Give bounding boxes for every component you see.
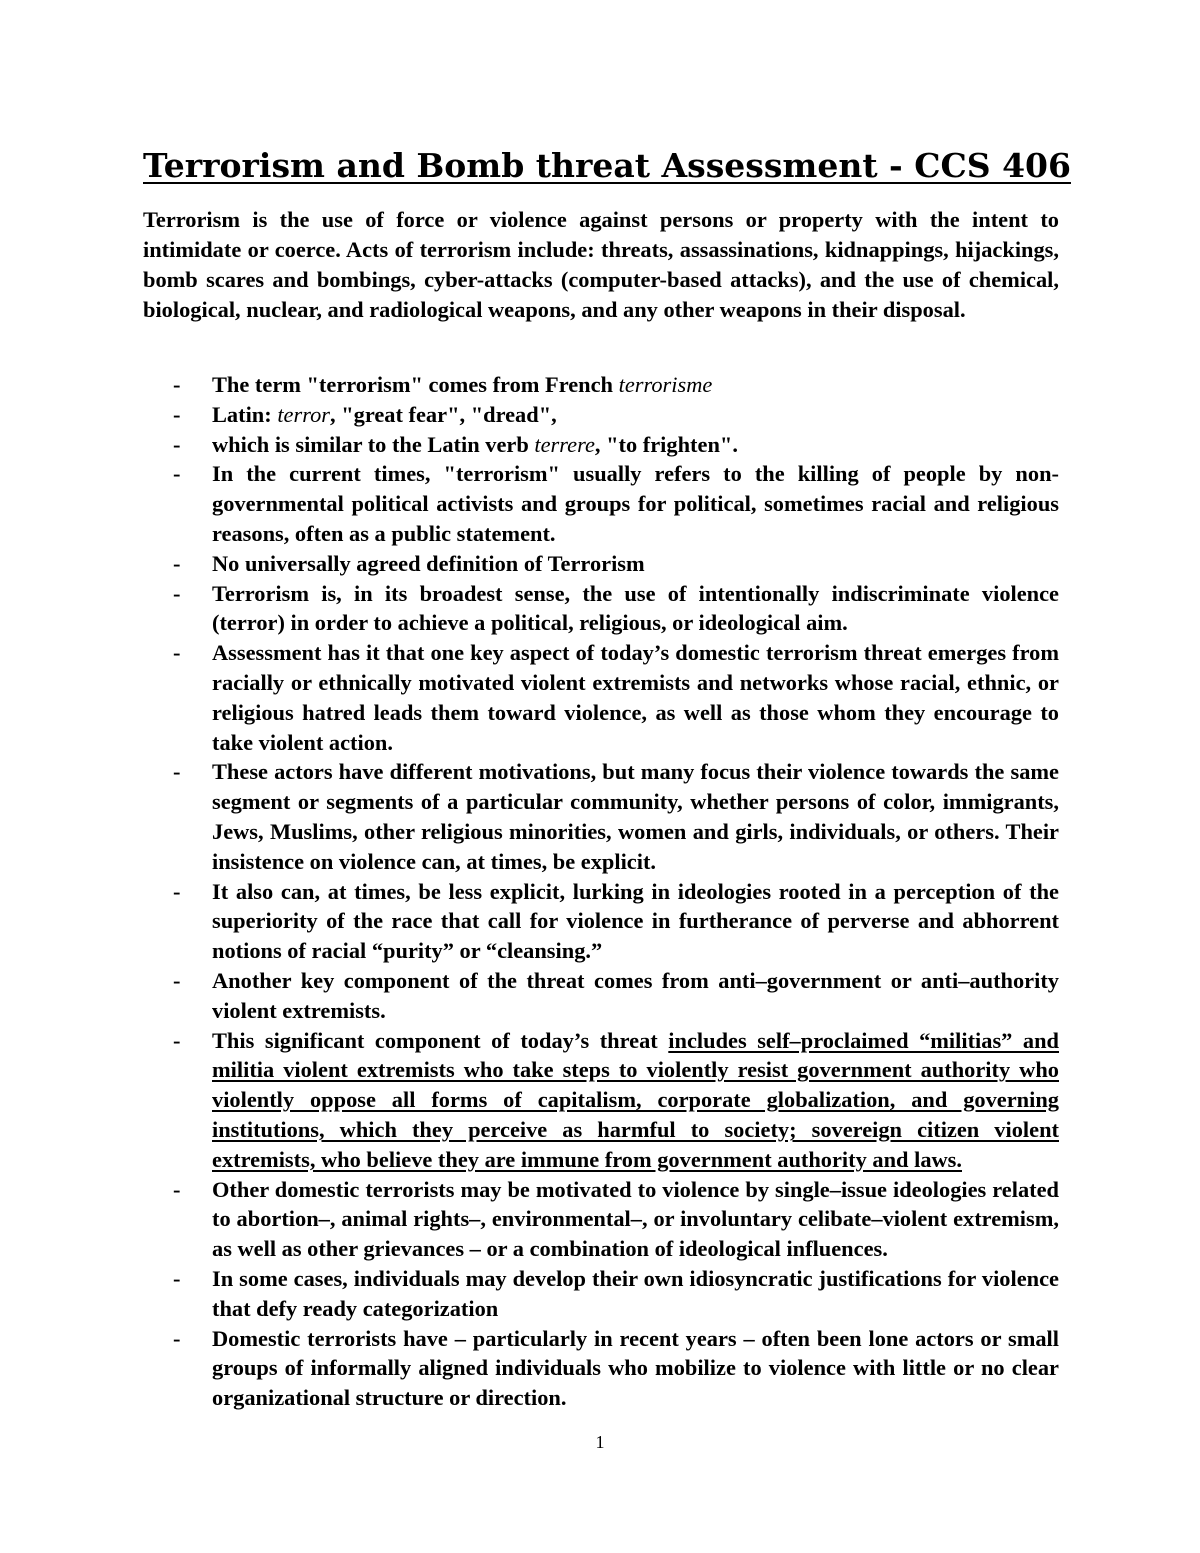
list-item xyxy=(143,579,1059,639)
bullet-text: Assessment has it that one key aspect of today’s domestic terrorism threat emerges from racially or ethnically motivated violent extremists and networks whose racial, ethnic, or religious hatred leads them toward violence, as well as those whom they encourage to take violent action. xyxy=(212,640,1059,755)
list-item xyxy=(143,1324,1059,1413)
bullet-list xyxy=(143,370,1059,1413)
bullet-italic-term: terrere xyxy=(534,431,595,457)
bullet-text: Other domestic terrorists may be motivated to violence by single–issue ideologies related to abortion–, animal rights–, environmental–, or involuntary celibate–violent extremism, as well as other grievances – or a combination of ideological influences. xyxy=(212,1176,1059,1262)
bullet-dash: - xyxy=(173,580,181,606)
bullet-text: Another key component of the threat comes from anti–government or anti–authority violent extremists. xyxy=(212,967,1059,1023)
page-number: 1 xyxy=(595,1432,605,1452)
list-item xyxy=(143,459,1059,548)
bullet-text: The term "terrorism" comes from French xyxy=(212,372,619,397)
bullet-text: These actors have different motivations, but many focus their violence towards the same segment or segments of a particular community, whether persons of color, immigrants, Jews, Muslims, other religious minorities, women and girls, individuals, or others. Their insistence on violence can, at times, be explicit. xyxy=(212,759,1059,874)
bullet-dash: - xyxy=(173,1176,181,1202)
bullet-dash: - xyxy=(173,1265,181,1291)
bullet-dash: - xyxy=(173,759,181,785)
bullet-text: Domestic terrorists have – particularly in recent years – often been lone actors or small groups of informally aligned individuals who mobilize to violence with little or no clear organizational structure or direction. xyxy=(212,1325,1059,1411)
list-item xyxy=(143,430,1059,460)
bullet-dash: - xyxy=(173,878,181,904)
bullet-text: which is similar to the Latin verb xyxy=(212,431,535,457)
list-item xyxy=(143,1264,1059,1324)
bullet-text: , "great fear", "dread", xyxy=(330,401,557,427)
bullet-dash: - xyxy=(173,967,181,993)
bullet-dash: - xyxy=(173,431,181,457)
bullet-text: Latin: xyxy=(212,401,278,427)
bullet-text: It also can, at times, be less explicit, lurking in ideologies rooted in a perception of the superiority of the race that call for violence in furtherance of perverse and abhorrent notions of racial “purity” or “cleansing.” xyxy=(212,878,1059,964)
bullet-text: This significant component of today’s threat xyxy=(212,1027,669,1053)
bullet-text: In some cases, individuals may develop their own idiosyncratic justifications for violence that defy ready categorization xyxy=(212,1265,1059,1321)
bullet-text: In the current times, "terrorism" usually refers to the killing of people by non-governmental political activists and groups for political, sometimes racial and religious reasons, often as a public statement. xyxy=(212,461,1059,546)
bullet-dash: - xyxy=(173,550,181,576)
list-item xyxy=(143,1175,1059,1264)
list-item xyxy=(143,400,1059,430)
bullet-dash: - xyxy=(173,372,181,397)
list-item xyxy=(143,370,1059,400)
bullet-text: Terrorism is, in its broadest sense, the use of intentionally indiscriminate violence (terror) in order to achieve a political, religious, or ideological aim. xyxy=(212,580,1059,636)
list-item xyxy=(143,966,1059,1026)
underlined-text: includes self–proclaimed “militias” and militia violent extremists who take steps to violently resist government authority who violently oppose all forms of capitalism, corporate globalization, and governing institutions, which they perceive as harmful to society; sovereign citizen violent extremists, who believe they are immune from government authority and laws. xyxy=(212,1027,1059,1172)
bullet-dash: - xyxy=(173,640,181,666)
bullet-dash: - xyxy=(173,1325,181,1351)
list-item xyxy=(143,549,1059,579)
bullet-text: , "to frighten". xyxy=(594,431,738,457)
bullet-dash: - xyxy=(173,401,181,427)
list-item xyxy=(143,638,1059,757)
bullet-italic-term: terrorisme xyxy=(618,372,713,397)
intro-paragraph: Terrorism is the use of force or violence against persons or property with the intent to intimidate or coerce. Acts of terrorism include: threats, assassinations, kidnappings, hijackings, bomb scares and bombings, cyber-attacks (computer-based attacks), and the use of chemical, biological, nuclear, and radiological weapons, and any other weapons in their disposal. xyxy=(143,207,1059,322)
list-item xyxy=(143,1026,1059,1175)
list-item xyxy=(143,757,1059,876)
document-title: Terrorism and Bomb threat Assessment - CCS 406 xyxy=(143,146,1071,185)
bullet-text: No universally agreed definition of Terrorism xyxy=(212,550,645,576)
bullet-italic-term: terror xyxy=(277,401,330,427)
bullet-dash: - xyxy=(173,1027,181,1053)
bullet-dash: - xyxy=(173,461,181,487)
list-item xyxy=(143,877,1059,966)
